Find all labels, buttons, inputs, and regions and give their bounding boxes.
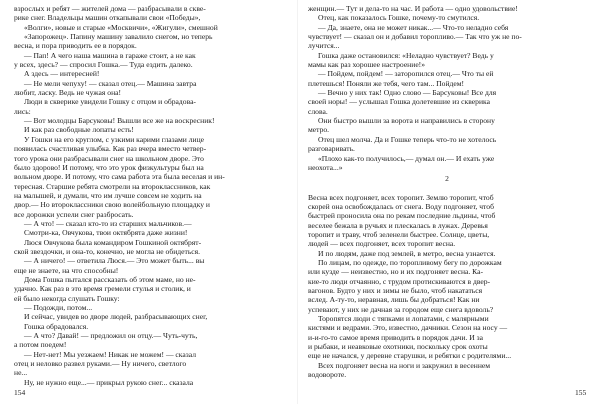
text-line: — А что? Давай! — предложил он отцу.— Чуть-чуть, <box>24 331 198 341</box>
text-line: метро. <box>308 125 330 135</box>
right-page <box>308 4 586 400</box>
text-line: Весна всех подгоняет, всех торопит. Землю торопит, чтоб <box>308 192 494 202</box>
text-line: рике снег. Владельцы машин откапывали свои «Победы», <box>14 13 201 23</box>
text-line: тересная. Старшие ребята смотрели на второклассников, как <box>14 181 211 191</box>
text-line: у всех, здесь? — спросил Гошка.— Туда ездить далеко. <box>14 60 193 70</box>
text-line: успевают, у них не дачная за городом еще снега вдоволь? <box>308 304 494 314</box>
text-line: неохота...» <box>308 162 343 172</box>
text-line: «Запорожец». Папину машину завалило снегом, но теперь <box>24 32 213 42</box>
text-line: вслед. А-ту-то, неравная, лишь бы добраться! Как ни <box>308 295 480 305</box>
right-page-bottom-text <box>308 193 586 380</box>
text-line: двор.— Но второклассники свою волейбольную площадку и <box>14 200 210 210</box>
text-line: — Не мели чепуху! — сказал отец.— Машина завтра <box>24 78 197 88</box>
text-line: удачно. Как раз в это время гремели стулья и столик, и <box>14 284 191 294</box>
text-line: появилась счастливая улыбка. Как раз вчера вместо четвер- <box>14 144 207 154</box>
text-line: Отец, как показалось Гошке, почему-то смутился. <box>318 13 480 23</box>
text-line: и рыбаки, и неавковые охотники, поскольку срок охоты <box>308 342 488 352</box>
text-line: — Вот молодцы Барсуковы! Вышли все же на воскресник! <box>24 116 215 126</box>
text-line: — Пап! А чего наша машина в гараже стоит, а не как <box>24 50 196 60</box>
text-line: кистями и ведрами. Это, известно, дачники. Сезон на носу — <box>308 323 508 333</box>
text-line: Всех подгоняет весна на ноги и закружил в весеннем <box>318 360 491 370</box>
text-line: взрослых и ребят — жителей дома — разбрасывали в скве- <box>14 4 206 13</box>
text-line: И сейчас, увидев во дворе людей, разбрасывающих снег, <box>24 312 208 322</box>
text-line: плетешься! Поняли же тебя, чего там... Пойдем! <box>308 78 465 88</box>
text-line: было здорово! И потому, что это урок физкультуры был на <box>14 162 204 172</box>
text-line: на малышей, и думали, что им лучше совсем не ходить на <box>14 190 202 200</box>
text-line: лучится... <box>308 41 340 51</box>
text-line: Гошка обрадовался. <box>24 321 89 331</box>
text-line: торопит и траву, чтоб зеленели быстрее. Солнце, цветы, <box>308 229 490 239</box>
text-line: «Волги», новые и старые «Москвичи», «Жигули», смешной <box>24 22 218 32</box>
right-page-top-text <box>308 4 586 172</box>
text-line: чувствует! — сказал он и добавил торопливо.— Так что уж не по- <box>308 32 522 42</box>
text-line: — А что! — сказал кто-то из старших мальчиков.— <box>24 218 192 228</box>
text-line: Ну, не нужно еще...— прикрыл рукою снег... сказала <box>24 377 194 387</box>
text-line: лись: <box>14 106 31 116</box>
text-line: А здесь — интересней! <box>24 69 100 79</box>
text-line: людей — всех подгоняет, всех торопит весна. <box>308 239 456 249</box>
text-line: отец и неловко развел руками.— Ну ничего, светлого <box>14 359 187 369</box>
right-page-number: 155 <box>575 388 587 397</box>
text-line: скорей она освобождалась от снега. Воду подгоняет, чтоб <box>308 201 494 211</box>
text-line: — Нет-нет! Мы уезжаем! Никак не можем! — сказал <box>24 349 196 359</box>
text-line: Смотри-ка, Овчукова, твои октябрята даже жизни! <box>24 228 188 238</box>
text-line: Люди в скверике увидели Гошку с отцом и обрадова- <box>24 97 196 107</box>
left-page <box>14 4 292 400</box>
text-line: того урока они разбрасывали снег на школьном дворе. Это <box>14 153 204 163</box>
text-line: вагонов. Будто у них и зимы не было, чтоб накататься <box>308 285 483 295</box>
text-line: а потом поедем! <box>14 340 67 350</box>
text-line: и-и-го-то самое время приводить в порядок дачи. И за <box>308 332 483 342</box>
text-line: веселее бежала в ручьях и плескалась в лужах. Деревья <box>308 220 488 230</box>
text-line: — Пойдем, пойдем! — заторопился отец.— Что ты ей <box>318 69 494 79</box>
text-line: — А ничего! — ответила Люся.— Это может быть... вы <box>24 256 205 266</box>
text-line: кие-то люди отчаянно, с трудом протискиваются в двер- <box>308 276 491 286</box>
text-line: любит, ласку. Ведь не чужая она! <box>14 88 122 98</box>
text-line: своей норы! — услышал Гошка долетевшие из скверика <box>308 97 490 107</box>
text-line: все дорожки успели снег разбросать. <box>14 209 134 219</box>
text-line: И как раз свободные лопаты есть! <box>24 125 134 135</box>
text-line: Торопятся люди с тяпками и лопатами, с малярными <box>318 314 489 323</box>
text-line: еще не знаете, на что способны! <box>14 265 119 275</box>
text-line: Гошка даже остановился: «Неладно чувствует? Ведь у <box>318 50 494 60</box>
text-line: водовороте. <box>308 370 347 380</box>
left-page-number: 154 <box>14 388 26 397</box>
text-line: Они быстро вышли за ворота и направились в сторону <box>318 116 495 126</box>
text-line: — Да, знаете, она не может никак...— Что-то неладно себя <box>318 22 509 32</box>
text-line: И по людям, даже под землей, в метро, весна узнается. <box>318 248 496 258</box>
text-line: — Подожди, потом... <box>24 303 93 312</box>
text-line: слова. <box>308 106 328 116</box>
text-line: разговаривать. <box>308 144 355 154</box>
text-line: быстрей проносила она по рекам последние льдины, чтоб <box>308 211 496 221</box>
text-line: «Плохо как-то получилось,— думал он.— И ехать уже <box>318 153 495 163</box>
text-line: весна, и пора приводить ее в порядок. <box>14 41 137 51</box>
section-number: 2 <box>445 174 449 184</box>
text-line: Дома Гошка пытался рассказать об этом маме, но не- <box>24 274 196 284</box>
text-line: По лицам, по одежде, по торопливому бегу по дорожкам <box>318 257 502 267</box>
page-gutter <box>297 0 298 404</box>
text-line: вольном дворе. И потому, что сама работа эта была веселая и ин- <box>14 172 225 182</box>
text-line: женщин.— Тут и дела-то на час. И работа — одно удовольствие! <box>308 4 518 13</box>
text-line: не... <box>14 368 28 378</box>
text-line: — Вечно у них так! Одно слово — Барсуковы! Все для <box>318 88 497 98</box>
text-line: ей было некогда слушать Гошку: <box>14 293 120 303</box>
text-line: еще не начался, у деревне старушки, и ребятки с родителями... <box>308 351 512 361</box>
text-line: Люся Овчукова была командиром Гошкиной октябрят- <box>24 237 202 247</box>
text-line: или кузде — неизвестно, но и их подгоняет весна. Ка- <box>308 267 484 277</box>
text-line: У Гошки на его круглом, с узкими карими глазами лице <box>24 134 205 144</box>
text-line: Отец шел молча. Да и Гошке теперь что-то не хотелось <box>318 134 497 144</box>
text-line: ской звездочки, и она-то, конечно, не могла не обидеться. <box>14 246 201 256</box>
text-line: мамы как раз хорошее настроение!» <box>308 60 426 70</box>
